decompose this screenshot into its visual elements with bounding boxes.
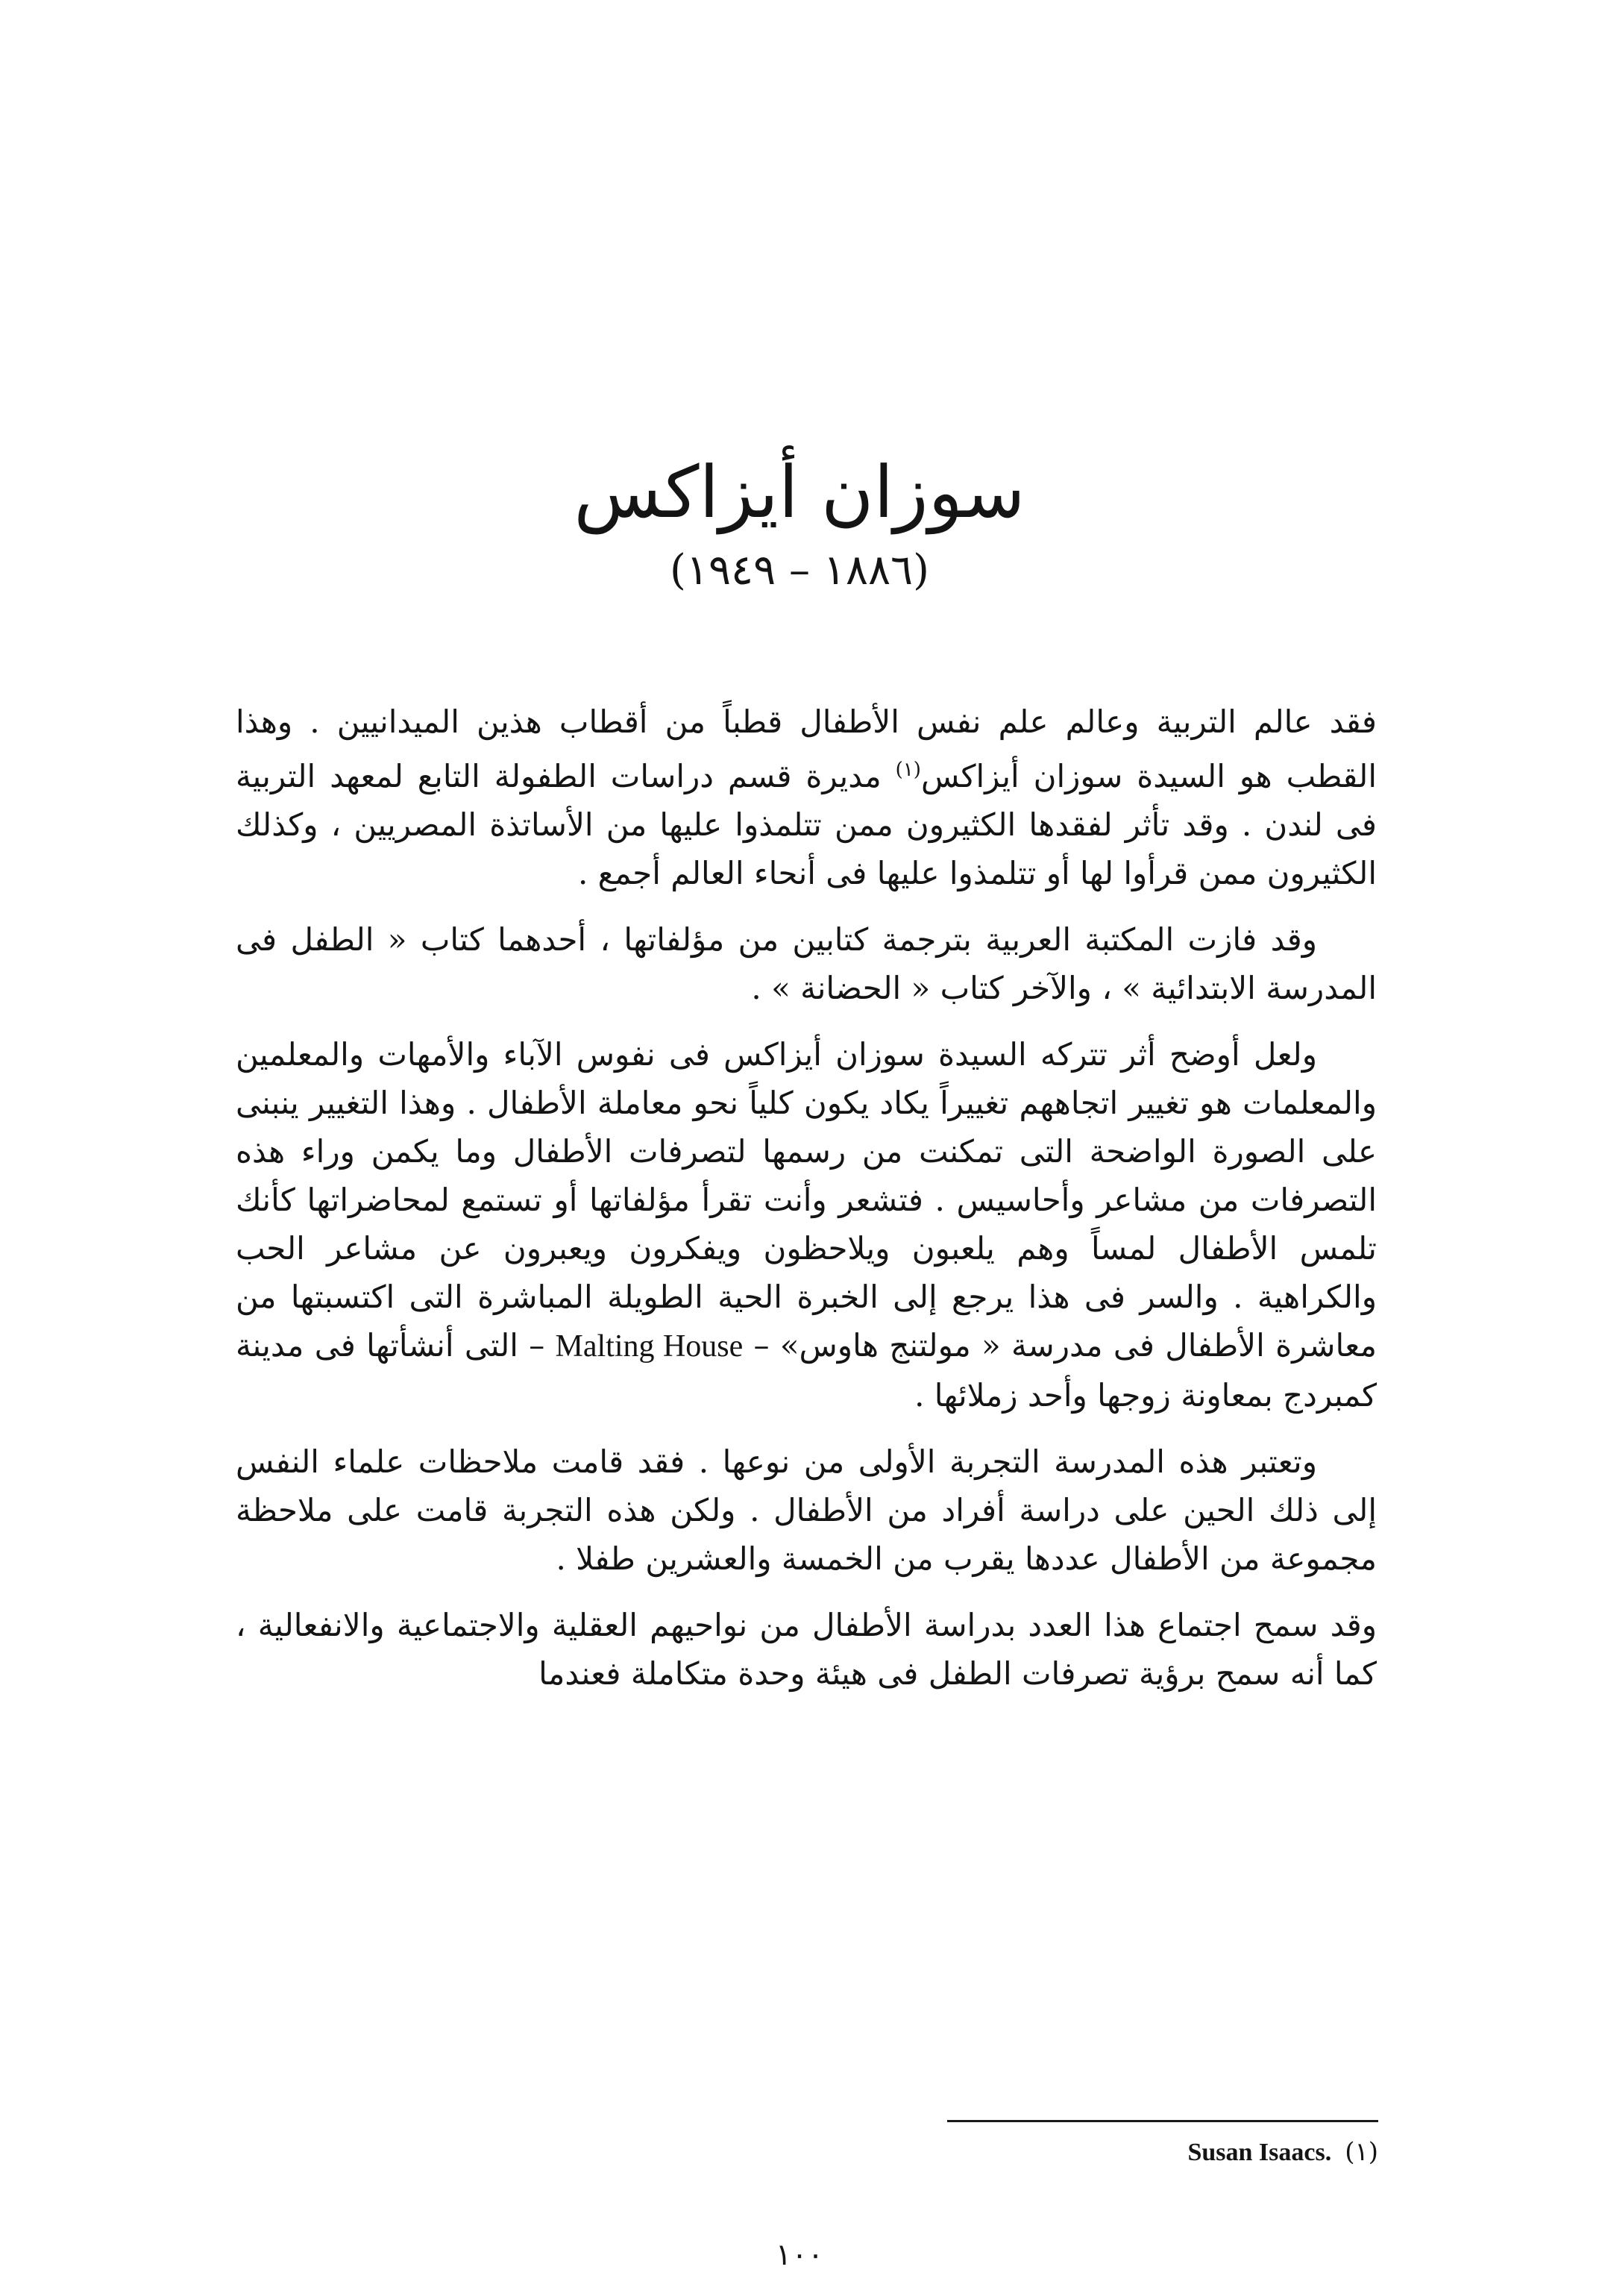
- paragraph-1-part-1: فقد عالم التربية وعالم علم نفس الأطفال قطباً من أقطاب هذين الميدانيين . وهذا القطب هو السيدة سوزان أيزاكس: [236, 703, 1377, 794]
- footnote: [947, 2133, 1378, 2171]
- footnote-number: (١): [1345, 2137, 1378, 2167]
- school-name-latin: Malting House: [555, 1329, 744, 1364]
- footnote-divider: [947, 2120, 1378, 2122]
- paragraph-3-part-1: ولعل أوضح أثر تتركه السيدة سوزان أيزاكس فى نفوس الآباء والأمهات والمعلمين والمعلمات هو تغيير اتجاههم تغييراً يكاد يكون كلياً نحو معاملة الأطفال . وهذا التغيير ينبنى على الصورة الواضحة التى تمكنت من رسمها لتصرفات الأطفال وما يكمن وراء هذه التصرفات من مشاعر وأحاسيس . فتشعر وأنت تقرأ مؤلفاتها أو تستمع لمحاضراتها كأنك تلمس الأطفال لمساً وهم يلعبون ويلاحظون ويفكرون ويعبرون عن مشاعر الحب والكراهية . والسر فى هذا يرجع إلى الخبرة الحية الطويلة المباشرة التى اكتسبتها من معاشرة الأطفال فى مدرسة « مولتنج هاوس» –: [236, 1036, 1377, 1364]
- paragraph-3-part-2: – التى أنشأتها فى مدينة كمبردج بمعاونة زوجها وأحد زملائها .: [236, 1327, 1377, 1414]
- life-years: (١٨٨٦ – ١٩٤٩): [670, 546, 929, 595]
- paragraph-5: وقد سمح اجتماع هذا العدد بدراسة الأطفال من نواحيهم العقلية والاجتماعية والانفعالية ، كما أنه سمح برؤية تصرفات الطفل فى هيئة وحدة متكاملة فعندما: [236, 1607, 1377, 1692]
- paragraph-1-part-2: مديرة قسم دراسات الطفولة التابع لمعهد التربية فى لندن . وقد تأثر لفقدها الكثيرون ممن تتلمذوا عليها من الأساتذة المصريين ، وكذلك الكثيرون ممن قرأوا لها أو تتلمذوا عليها فى أنحاء العالم أجمع .: [236, 758, 1377, 891]
- paragraph-1: [236, 697, 1377, 897]
- article-title: سوزان أيزاكس: [574, 451, 1025, 534]
- page-number: ١٠٠: [775, 2238, 824, 2272]
- footnote-text: Susan Isaacs.: [1187, 2139, 1332, 2166]
- paragraph-2: وقد فازت المكتبة العربية بترجمة كتابين من مؤلفاتها ، أحدهما كتاب « الطفل فى المدرسة الابتدائية » ، والآخر كتاب « الحضانة » .: [236, 921, 1377, 1006]
- footnote-reference: (١): [895, 759, 921, 781]
- article-body: [236, 697, 1377, 1716]
- paragraph-4: وتعتبر هذه المدرسة التجربة الأولى من نوعها . فقد قامت ملاحظات علماء النفس إلى ذلك الحين على دراسة أفراد من الأطفال . ولكن هذه التجربة قامت على ملاحظة مجموعة من الأطفال عددها يقرب من الخمسة والعشرين طفلا .: [236, 1443, 1377, 1577]
- paragraph-3: [236, 1030, 1377, 1420]
